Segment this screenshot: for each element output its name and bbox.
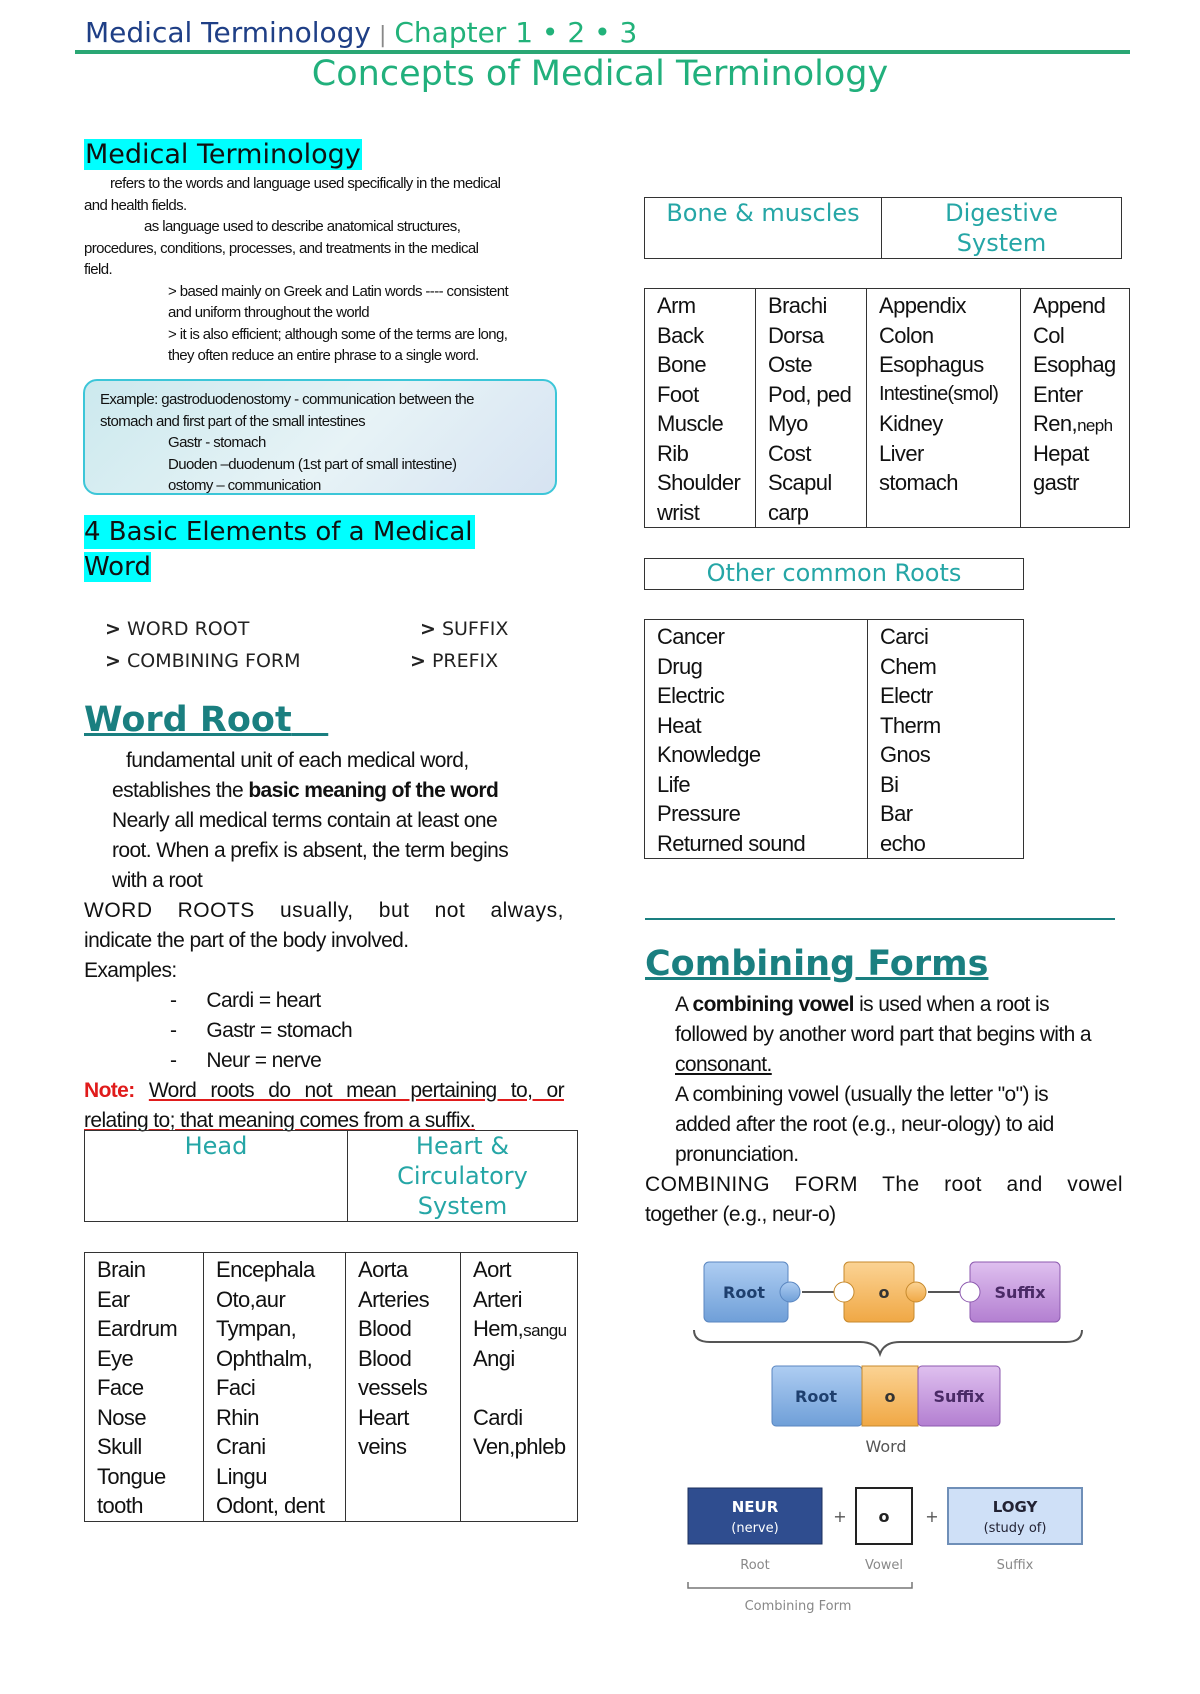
svg-text:Root: Root — [723, 1283, 765, 1302]
example-line: Duoden –duodenum (1st part of small intestine) — [168, 455, 457, 473]
joined-word — [772, 1366, 1000, 1426]
example-item: - Cardi = heart — [170, 989, 321, 1012]
svg-text:Suffix: Suffix — [933, 1387, 985, 1406]
header-chapter: Chapter 1 • 2 • 3 — [394, 16, 638, 49]
svg-text:NEUR: NEUR — [731, 1498, 779, 1516]
head-col-4: Aort Arteri Hem,sangu Angi Cardi Ven,phleb — [461, 1253, 578, 1522]
head-table-header — [84, 1130, 578, 1222]
header-separator: | — [378, 23, 387, 48]
element-item-word-root: > WORD ROOT — [105, 618, 250, 640]
brace — [694, 1330, 1082, 1354]
def-line: refers to the words and language used specifically in the medical — [110, 175, 501, 192]
puzzle-o — [834, 1262, 926, 1322]
head-col-1: Brain Ear Eardrum Eye Face Nose Skull Tongue tooth — [85, 1253, 204, 1522]
combining-form-bracket — [688, 1582, 912, 1588]
puzzle-suffix — [960, 1262, 1060, 1322]
elements-heading: 4 Basic Elements of a Medical Word — [84, 517, 473, 582]
element-item-suffix: > SUFFIX — [420, 618, 509, 640]
combining-text: A combining vowel is used when a root is followed by another word part that begins with a consonant. A combining vowel (usually the letter "o") is added after the root (e.g., neur-ology) to aid pronunciation. COMBINING FORM The root and vowel together (e.g., neur-o) — [645, 993, 1123, 1226]
label-vowel: Vowel — [864, 1558, 904, 1573]
label-root: Root — [740, 1558, 770, 1573]
combining-form-label: Combining Form — [744, 1599, 852, 1614]
other-roots-table — [644, 619, 1024, 859]
word-root-text: fundamental unit of each medical word, establishes the basic meaning of the word Nearly all medical terms contain at least one root. When a prefix is absent, the term begins with a root WORD ROOTS usually, but not always, indicate the part of the body involved. Examples: - Cardi = heart - Gastr = stomach - Neur = nerve Note: Word roots do not mean pertaining to, or relating to; that meaning comes from a suffix. — [84, 746, 564, 1136]
point-line: they often reduce an entire phrase to a single word. — [168, 347, 479, 364]
note-line: Note: Word roots do not mean pertaining to, or — [84, 1079, 564, 1102]
combining-forms-heading: Combining Forms — [645, 944, 989, 984]
vowel-box — [856, 1488, 912, 1544]
svg-text:LOGY: LOGY — [992, 1498, 1038, 1516]
bone-col-2: Brachi Dorsa Oste Pod, ped Myo Cost Scapul carp — [756, 289, 867, 528]
point-line: > it is also efficient; although some of the terms are long, — [168, 325, 508, 343]
header-head: Head — [85, 1131, 348, 1222]
bone-col-4: Append Col Esophag Enter Ren,neph Hepat gastr — [1021, 289, 1130, 528]
example-item: - Neur = nerve — [170, 1049, 322, 1072]
plus-sign: + — [925, 1507, 939, 1526]
svg-text:o: o — [884, 1387, 896, 1406]
element-item-combining-form: > COMBINING FORM — [105, 650, 301, 672]
page-title: Concepts of Medical Terminology — [311, 54, 889, 94]
example-line: stomach and first part of the small intestines — [100, 412, 366, 430]
label-suffix: Suffix — [996, 1558, 1034, 1573]
word-root-heading: Word Root — [84, 700, 292, 740]
example-item: - Gastr = stomach — [170, 1019, 353, 1042]
point-line: > based mainly on Greek and Latin words ---- consistent — [168, 282, 509, 300]
bone-table-header — [644, 197, 1122, 259]
head-col-2: Encephala Oto,aur Tympan, Ophthalm, Faci Rhin Crani Lingu Odont, dent — [204, 1253, 346, 1522]
neur-box — [688, 1488, 822, 1544]
svg-text:(study of): (study of) — [983, 1521, 1047, 1536]
puzzle-root — [704, 1262, 800, 1322]
bone-table — [644, 288, 1130, 528]
word-label: Word — [865, 1437, 907, 1456]
header-digestive: Digestive System — [882, 198, 1122, 259]
header-heart: Heart & Circulatory System — [348, 1131, 578, 1222]
other-roots-header — [644, 558, 1024, 590]
head-table — [84, 1252, 578, 1522]
med-term-definition — [84, 173, 564, 367]
def-line: and health fields. — [84, 196, 187, 214]
def-line: procedures, conditions, processes, and treatments in the medical — [84, 239, 479, 257]
header-bone: Bone & muscles — [645, 198, 882, 259]
section-divider — [645, 918, 1115, 920]
note-line: relating to; that meaning comes from a suffix. — [84, 1109, 476, 1132]
def-line: as language used to describe anatomical structures, — [144, 218, 461, 235]
example-line: ostomy – communication — [168, 477, 321, 494]
combining-form-diagram — [680, 1250, 1110, 1630]
head-col-3: Aorta Arteries Blood Blood vessels Heart veins — [346, 1253, 461, 1522]
def-line: field. — [84, 261, 113, 278]
point-line: and uniform throughout the world — [168, 304, 369, 321]
med-term-heading: Medical Terminology — [85, 139, 361, 170]
plus-sign: + — [833, 1507, 847, 1526]
example-line: Example: gastroduodenostomy - communication between the — [100, 391, 474, 408]
header-other-roots: Other common Roots — [645, 559, 1024, 590]
example-box — [83, 379, 557, 495]
svg-text:Suffix: Suffix — [994, 1283, 1046, 1302]
element-item-prefix: > PREFIX — [410, 650, 499, 672]
header-brand: Medical Terminology — [85, 16, 371, 49]
svg-text:o: o — [878, 1283, 890, 1302]
bone-col-3: Appendix Colon Esophagus Intestine(smol) Kidney Liver stomach — [867, 289, 1021, 528]
svg-text:Root: Root — [795, 1387, 837, 1406]
svg-text:(nerve): (nerve) — [731, 1521, 779, 1536]
bone-col-1: Arm Back Bone Foot Muscle Rib Shoulder wrist — [645, 289, 756, 528]
page-header — [85, 16, 637, 49]
other-col-1: Cancer Drug Electric Heat Knowledge Life Pressure Returned sound — [645, 620, 868, 859]
other-col-2: Carci Chem Electr Therm Gnos Bi Bar echo — [868, 620, 1024, 859]
logy-box — [948, 1488, 1082, 1544]
svg-text:o: o — [878, 1507, 890, 1526]
example-line: Gastr - stomach — [168, 434, 266, 451]
